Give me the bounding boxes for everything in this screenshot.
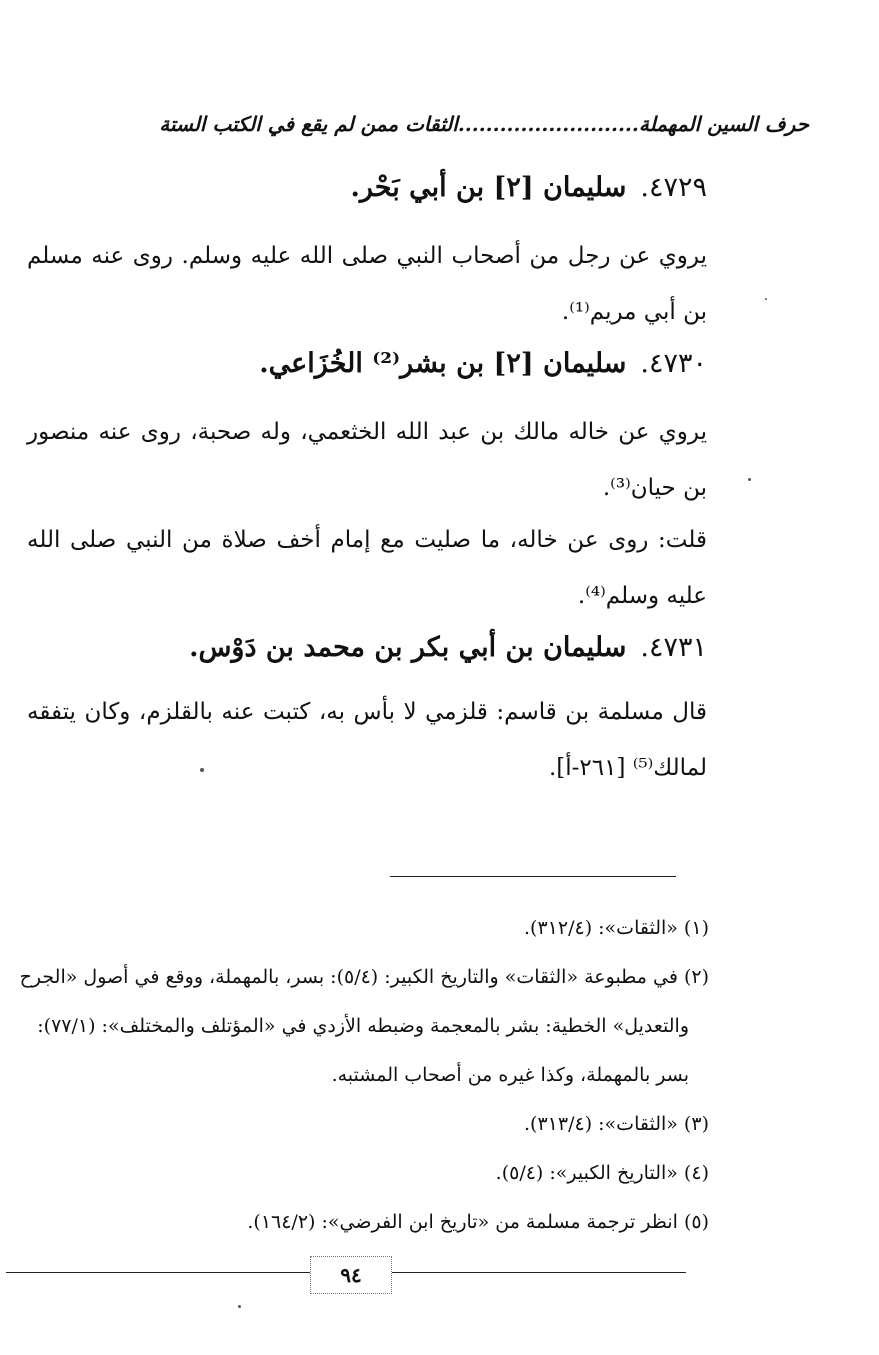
page-number: ٩٤ [310,1256,392,1294]
footnote: (٥) انظر ترجمة مسلمة من «تاريخ ابن الفرضي»: (١٦٤/٢). [247,1211,709,1233]
entry-name: سليمان بن أبي بكر بن محمد بن دَوْس. [189,632,627,663]
scan-speck [238,1305,241,1308]
scan-speck [765,298,767,300]
entry-heading [189,632,707,663]
running-header: حرف السين المهملة..........................الثقات ممن لم يقع في الكتب الستة [159,112,809,136]
footnote: (٢) في مطبوعة «الثقات» والتاريخ الكبير: (٥/٤): بسر، بالمهملة، ووقع في أصول «الجرح [19,966,709,988]
entry-heading [259,348,707,379]
entry-name: سليمان [٢] بن أبي بَحْر. [350,172,627,203]
entry-paragraph: يروي عن رجل من أصحاب النبي صلى الله عليه وسلم. روى عنه مسلم بن أبي مريم⁽¹⁾. [27,243,707,325]
footnote: (٣) «الثقات»: (٣١٣/٤). [524,1113,709,1135]
footnote: (١) «الثقات»: (٣١٢/٤). [524,917,709,939]
entry-paragraph: قلت: روى عن خاله، ما صليت مع إمام أخف صلاة من النبي صلى الله عليه وسلم⁽⁴⁾. [27,527,707,609]
scan-speck [748,478,751,481]
footnotes [4,904,709,1247]
footnote: (٤) «التاريخ الكبير»: (٥/٤). [495,1162,709,1184]
entry-heading [351,172,708,203]
scan-speck [200,768,204,772]
footnote-continuation: بسر بالمهملة، وكذا غيره من أصحاب المشتبه. [331,1064,689,1086]
entry-number: ٤٧٣١. [640,632,707,663]
entry-number: ٤٧٣٠. [640,348,707,379]
entry-number: ٤٧٢٩. [640,172,707,203]
entry-paragraph: يروي عن خاله مالك بن عبد الله الخثعمي، وله صحبة، روى عنه منصور بن حيان⁽³⁾. [27,419,707,501]
footnote-continuation: والتعديل» الخطية: بشر بالمعجمة وضبطه الأزدي في «المؤتلف والمختلف»: (٧٧/١): [37,1015,689,1037]
entry-name: سليمان [٢] بن بشر⁽²⁾ الخُزَاعي. [259,348,627,379]
entry-paragraph: قال مسلمة بن قاسم: قلزمي لا بأس به، كتبت عنه بالقلزم، وكان يتفقه لمالك⁽⁵⁾ [٢٦١-أ]. [27,699,707,781]
footnote-divider [390,876,676,877]
